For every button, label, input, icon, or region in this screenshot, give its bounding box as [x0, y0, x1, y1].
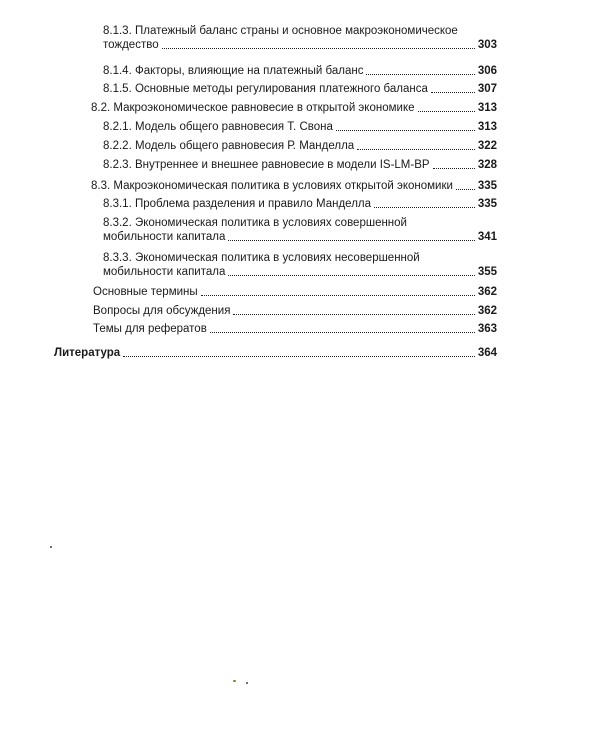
- toc-page-number: 364: [477, 347, 497, 359]
- dot-leader: [233, 314, 474, 315]
- dot-leader: [210, 332, 475, 333]
- toc-page-number: 341: [477, 231, 497, 243]
- dot-leader: [418, 111, 475, 112]
- toc-entry-label: 8.2.1. Модель общего равновесия Т. Свона: [103, 121, 333, 133]
- toc-page-number: 313: [477, 121, 497, 133]
- dot-leader: [228, 275, 474, 276]
- toc-page-number: 307: [477, 83, 497, 95]
- toc-entry-8-2: [91, 101, 497, 115]
- toc-entry-8-3: [91, 179, 497, 193]
- dot-leader: [123, 356, 475, 357]
- toc-entry-label: Вопросы для обсуждения: [93, 305, 231, 317]
- toc-page-number: 335: [477, 180, 497, 192]
- toc-entry-essay-topics: [93, 322, 497, 336]
- toc-entry-8-2-1: [103, 120, 497, 134]
- toc-entry-key-terms: [93, 285, 497, 299]
- toc-page-number: 313: [477, 102, 497, 114]
- toc-entry-label-line2: мобильности капитала: [103, 266, 226, 278]
- toc-page-number: 322: [477, 140, 497, 152]
- toc-page-number: 362: [477, 305, 497, 317]
- toc-entry-label: 8.2. Макроэкономическое равновесие в открытой экономике: [91, 102, 415, 114]
- toc-entry-literature: [54, 346, 497, 360]
- toc-entry-8-2-2: [103, 139, 497, 153]
- toc-page-number: 335: [477, 198, 497, 210]
- dot-leader: [336, 130, 475, 131]
- dot-leader: [366, 74, 474, 75]
- toc-page-number: 303: [477, 39, 497, 51]
- scan-speck: [233, 680, 236, 682]
- toc-page-number: 328: [477, 159, 497, 171]
- toc-entry-label: Литература: [54, 347, 121, 359]
- toc-entry-label: Темы для рефератов: [93, 323, 207, 335]
- toc-entry-8-2-3: [103, 158, 497, 172]
- dot-leader: [228, 240, 474, 241]
- toc-entry-label-line2: тождество: [103, 39, 159, 51]
- toc-entry-label: 8.1.4. Факторы, влияющие на платежный баланс: [103, 65, 364, 77]
- toc-entry-label-line1: 8.1.3. Платежный баланс страны и основное макроэкономическое: [103, 25, 458, 37]
- toc-entry-label: 8.1.5. Основные методы регулирования платежного баланса: [103, 83, 428, 95]
- dot-leader: [374, 207, 475, 208]
- scan-speck: [50, 546, 52, 548]
- toc-entry-label-line2: мобильности капитала: [103, 231, 226, 243]
- toc-entry-label: 8.3. Макроэкономическая политика в условиях открытой экономики: [91, 180, 453, 192]
- toc-entry-8-1-3: [103, 24, 497, 52]
- toc-entry-label-line1: 8.3.2. Экономическая политика в условиях совершенной: [103, 217, 407, 229]
- toc-page-number: 362: [477, 286, 497, 298]
- toc-entry-label: 8.3.1. Проблема разделения и правило Манделла: [103, 198, 372, 210]
- toc-entry-8-1-5: [103, 82, 497, 96]
- toc-entry-label: Основные термины: [93, 286, 198, 298]
- toc-entry-label: 8.2.3. Внутреннее и внешнее равновесие в модели IS-LM-BP: [103, 159, 430, 171]
- dot-leader: [456, 189, 475, 190]
- toc-page-number: 306: [477, 65, 497, 77]
- toc-entry-8-3-3: [103, 251, 497, 279]
- dot-leader: [201, 295, 475, 296]
- toc-entry-label-line1: 8.3.3. Экономическая политика в условиях несовершенной: [103, 252, 420, 264]
- dot-leader: [431, 92, 475, 93]
- dot-leader: [433, 168, 475, 169]
- dot-leader: [162, 48, 475, 49]
- scan-speck: [246, 682, 248, 684]
- dot-leader: [357, 149, 475, 150]
- toc-entry-8-1-4: [103, 64, 497, 78]
- toc-entry-label: 8.2.2. Модель общего равновесия Р. Манделла: [103, 140, 355, 152]
- toc-entry-8-3-2: [103, 216, 497, 244]
- toc-page-number: 355: [477, 266, 497, 278]
- toc-entry-discussion-questions: [93, 304, 497, 318]
- toc-page-number: 363: [477, 323, 497, 335]
- toc-entry-8-3-1: [103, 197, 497, 211]
